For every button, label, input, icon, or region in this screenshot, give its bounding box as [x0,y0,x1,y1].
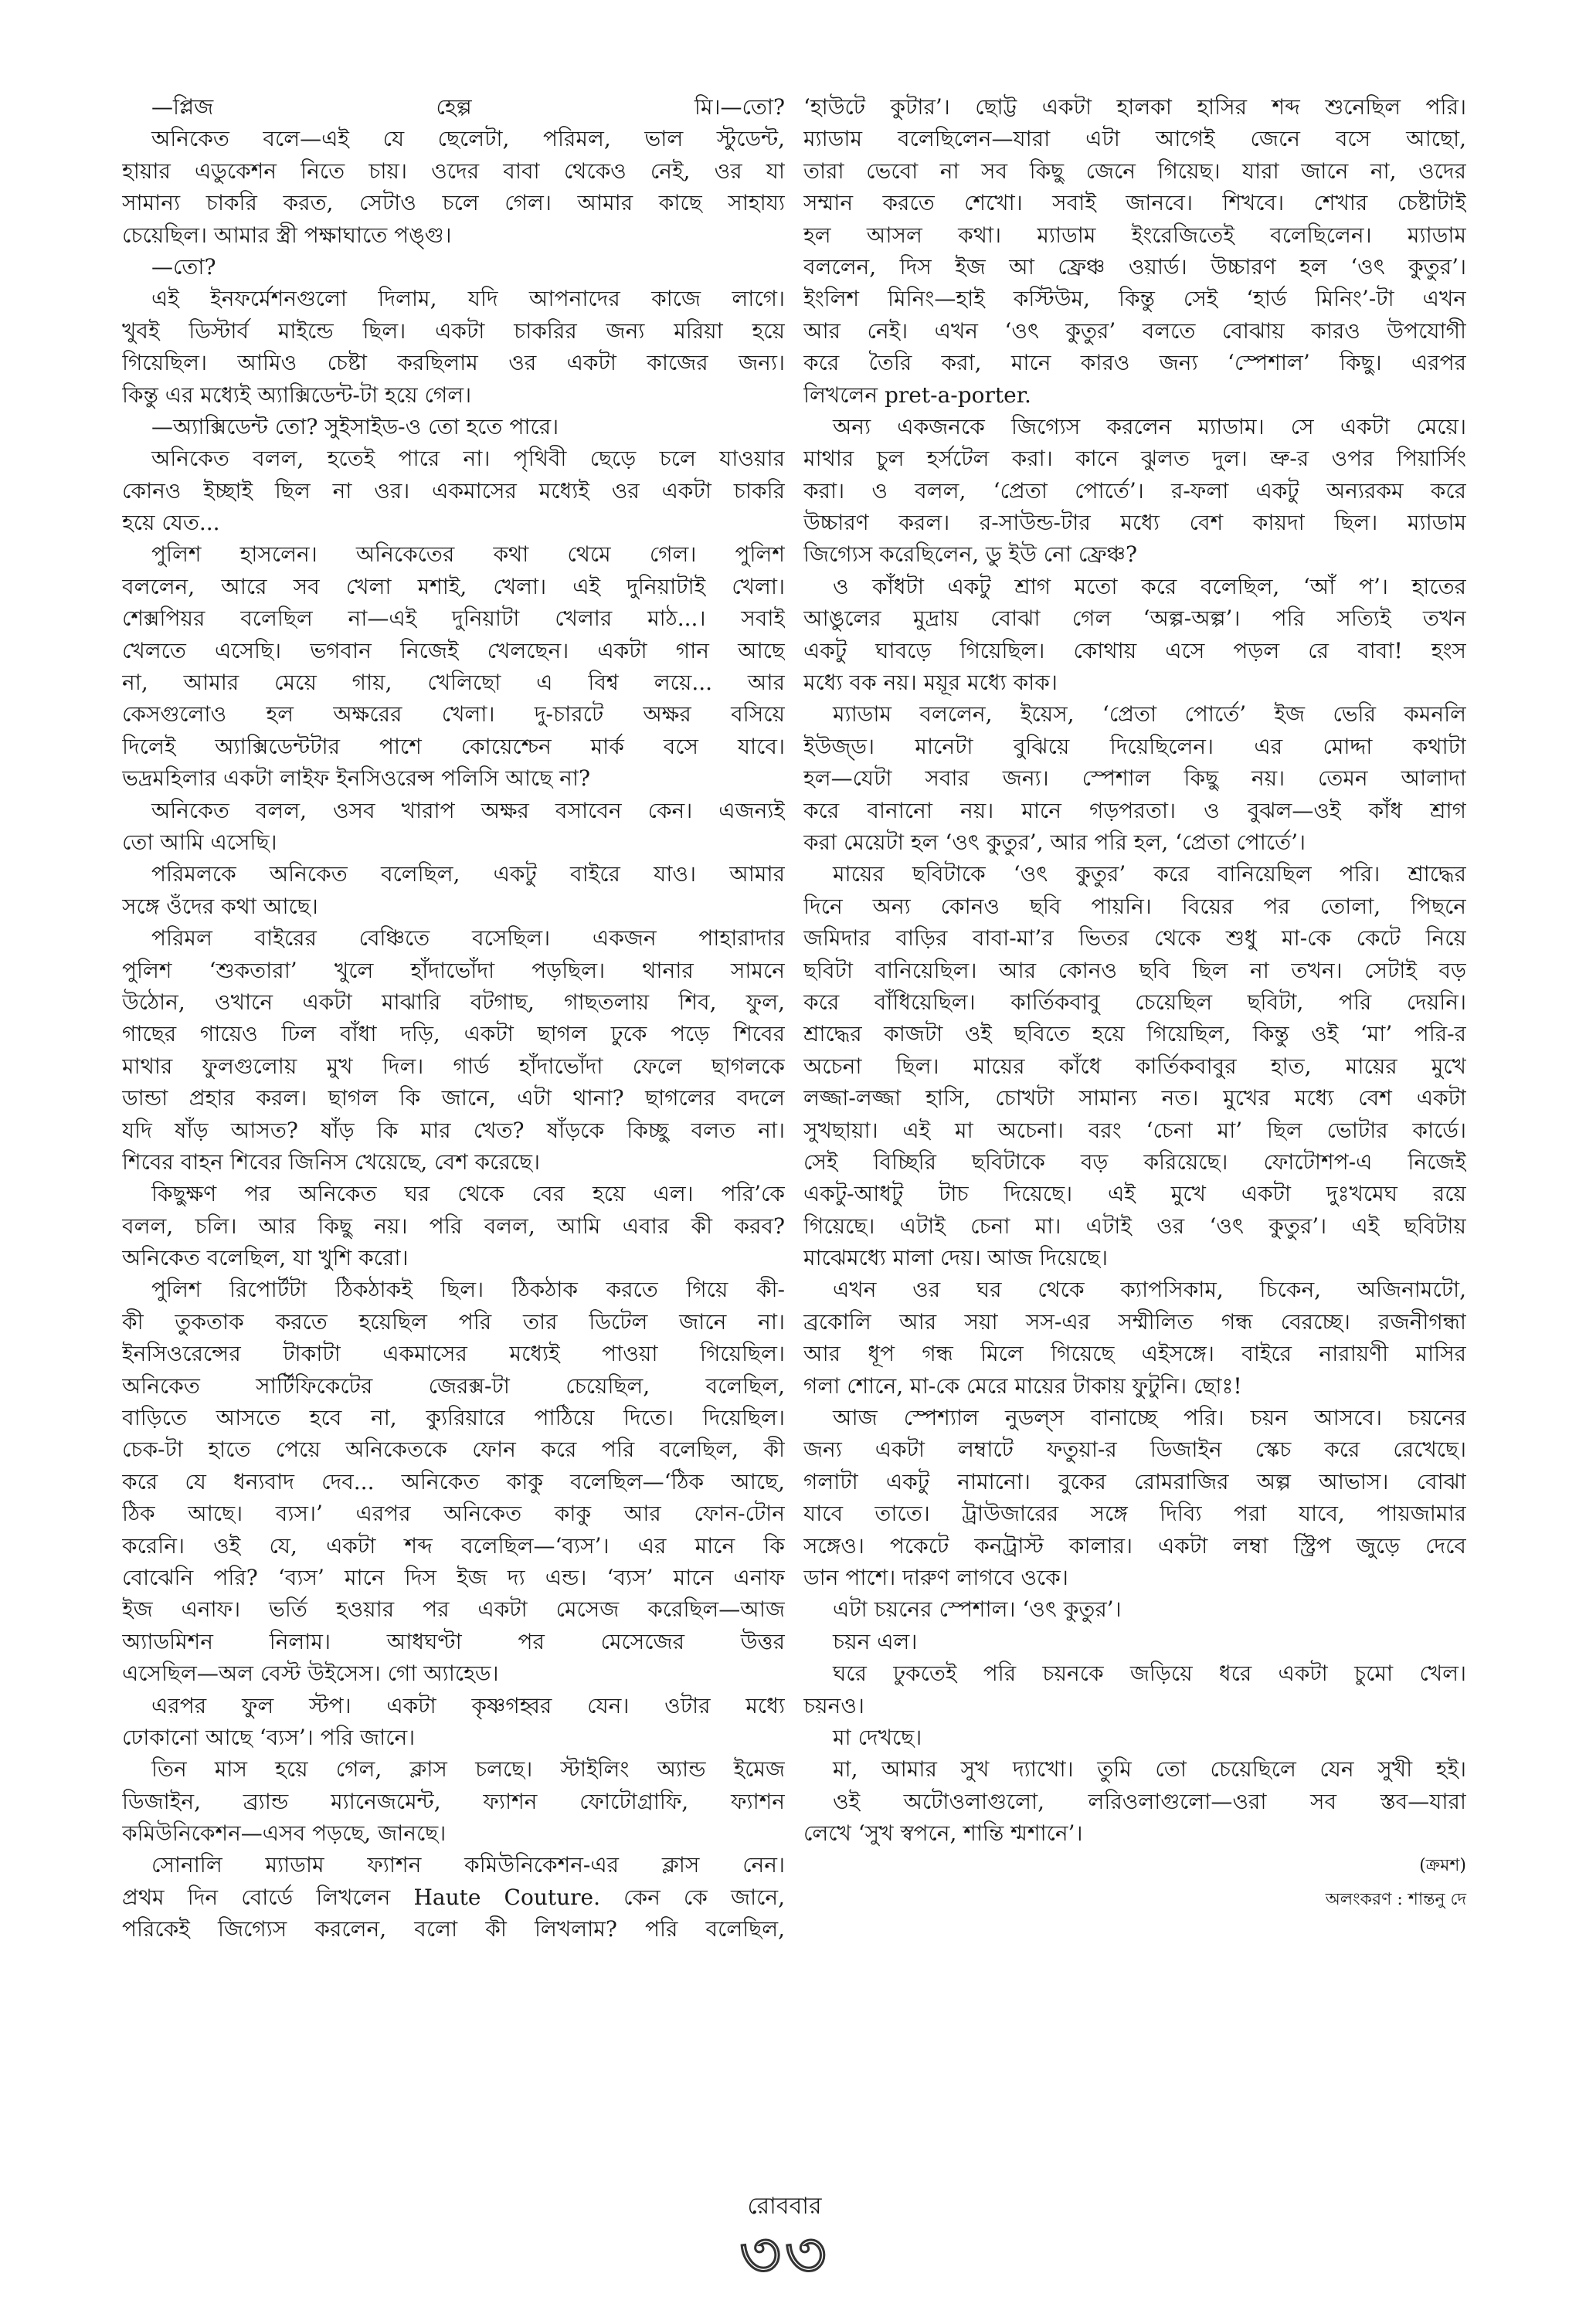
left-column-text-line: কেসগুলোও হল অক্ষরের খেলা। দু-চারটে অক্ষর বসিয়ে [122,701,785,728]
right-column-text-line: ওই অটোওলাগুলো, লরিওলাগুলো—ওরা সব স্তব—যারা [833,1788,1466,1814]
right-column-text-line: গলাটা একটু নামানো। বুকের রোমরাজির অল্প আভাস। বোঝা [803,1468,1466,1494]
right-column-text-line: মধ্যে বক নয়। ময়ূর মধ্যে কাক। [803,670,1058,696]
right-column-text-line: মাঝেমধ্যে মালা দেয়। আজ দিয়েছে। [803,1245,1108,1271]
right-column-text-line: সঙ্গেও। পকেটে কনট্রাস্ট কালার। একটা লম্বা স্ট্রিপ জুড়ে দেবে [803,1532,1466,1559]
right-column-text-line: লিখলেন pret-a-porter. [803,382,1031,408]
right-column-text-line: শ্রাদ্ধের কাজটা ওই ছবিতে হয়ে গিয়েছিল, কিন্তু ওই ‘মা’ পরি-র [803,1021,1466,1047]
right-column-text-line: বললেন, দিস ইজ আ ফ্রেঞ্চ ওয়ার্ড। উচ্চারণ হল ‘ওৎ কুতুর’। [803,253,1466,280]
right-column-text-line: করে বাঁধিয়েছিল। কার্তিকবাবু চেয়েছিল ছবিটা, পরি দেয়নি। [803,989,1466,1015]
left-column-text-line: ঢোকানো আছে ‘ব্যস’। পরি জানে। [122,1724,416,1750]
left-column-text-line: উঠোন, ওখানে একটা মাঝারি বটগাছ, গাছতলায় শিব, ফুল, [122,989,785,1015]
left-column-text-line: অনিকেত বলেছিল, যা খুশি করো। [122,1245,409,1271]
right-column-text-line: লজ্জা-লজ্জা হাসি, চোখটা সামান্য নত। মুখের মধ্যে বেশ একটা [803,1085,1466,1111]
left-column-text-line: করেনি। ওই যে, একটা শব্দ বলেছিল—‘ব্যস’। এর মানে কি [122,1532,785,1559]
left-column-text-line: শিবের বাহন শিবের জিনিস খেয়েছে, বেশ করেছে। [122,1148,541,1175]
left-column-text-line: খেলতে এসেছি। ভগবান নিজেই খেলছেন। একটা গান আছে [122,637,785,663]
left-column-text-line: বললেন, আরে সব খেলা মশাই, খেলা। এই দুনিয়াটাই খেলা। [122,573,785,599]
left-column-text-line: ডিজাইন, ব্র্যান্ড ম্যানেজমেন্ট, ফ্যাশন ফোটোগ্রাফি, ফ্যাশন [122,1788,785,1814]
left-column-text-line: না, আমার মেয়ে গায়, খেলিছো এ বিশ্ব লয়ে... আর [122,670,785,696]
right-column-text-line: ঘরে ঢুকতেই পরি চয়নকে জড়িয়ে ধরে একটা চুমো খেল। [833,1661,1466,1687]
left-column-text-line: গিয়েছিল। আমিও চেষ্টা করছিলাম ওর একটা কাজের জন্য। [122,350,785,376]
left-column-text-line: তিন মাস হয়ে গেল, ক্লাস চলছে। স্টাইলিং অ্যান্ড ইমেজ [151,1756,785,1783]
right-column-text-line: আর ধূপ গন্ধ মিলে গিয়েছে এইসঙ্গে। বাইরে নারায়ণী মাসির [803,1341,1466,1367]
right-column-text-line: সুখছায়া। এই মা অচেনা। বরং ‘চেনা মা’ ছিল ভোটার কার্ডে। [803,1117,1466,1143]
left-column-text-line: চেয়েছিল। আমার স্ত্রী পক্ষাঘাতে পঙ্গু। [122,222,452,248]
left-column-text-line: কিছুক্ষণ পর অনিকেত ঘর থেকে বের হয়ে এল। পরি’কে [151,1181,785,1207]
left-column-text-line: অ্যাডমিশন নিলাম। আধঘণ্টা পর মেসেজের উত্তর [122,1628,785,1654]
left-column-text-line: —তো? [151,253,216,280]
illustration-credit: অলংকরণ : শান্তনু দে [1325,1890,1466,1910]
right-column-text-line: অচেনা ছিল। মায়ের কাঁধে কার্তিকবাবুর হাত, মায়ের মুখে [803,1053,1466,1079]
right-column-text-line: দিনে অন্য কোনও ছবি পায়নি। বিয়ের পর তোলা, পিছনে [803,893,1466,919]
right-column-text-line: করা মেয়েটা হল ‘ওৎ কুতুর’, আর পরি হল, ‘প্রেতা পোর্তে’। [803,829,1306,855]
right-column-text-line: ইউজ্‌ড। মানেটা বুঝিয়ে দিয়েছিলেন। এর মোদ্দা কথাটা [803,733,1466,759]
left-column-text-line: যদি ষাঁড় আসত? ষাঁড় কি মার খেত? ষাঁড়কে কিচ্ছু বলত না। [122,1117,785,1143]
right-column-text-line: একটু ঘাবড়ে গিয়েছিল। কোথায় এসে পড়ল রে বাবা! হংস [803,637,1466,663]
right-column-text-line: অন্য একজনকে জিগ্যেস করলেন ম্যাডাম। সে একটা মেয়ে। [833,413,1466,439]
left-column-text-line: মাথার ফুলগুলোয় মুখ দিল। গার্ড হাঁদাভোঁদা ফেলে ছাগলকে [122,1053,785,1079]
left-column-text-line: হয়ে যেত... [122,510,220,536]
right-column-text-line: ম্যাডাম বললেন, ইয়েস, ‘প্রেতা পোর্তে’ ইজ ভেরি কমনলি [833,701,1466,728]
left-column-text-line: সঙ্গে ওঁদের কথা আছে। [122,893,318,919]
left-column-text-line: পরিমল বাইরের বেঞ্চিতে বসেছিল। একজন পাহারাদার [151,925,785,952]
left-column-text-line: করে যে ধন্যবাদ দেব... অনিকেত কাকু বলেছিল—‘ঠিক আছে, [122,1468,785,1494]
left-column-text-line: পুলিশ রিপোর্টটা ঠিকঠাকই ছিল। ঠিকঠাক করতে গিয়ে কী- [151,1277,785,1303]
right-column-text-line: সেই বিচ্ছিরি ছবিটাকে বড় করিয়েছে। ফোটোশপ-এ নিজেই [803,1148,1466,1175]
left-column-text-line: ভদ্রমহিলার একটা লাইফ ইনসিওরেন্স পলিসি আছে না? [122,765,590,792]
right-column-text-line: আজ স্পেশ্যাল নুডল্‌স বানাচ্ছে পরি। চয়ন আসবে। চয়নের [833,1405,1466,1431]
left-column-text-line: গাছের গায়েও ঢিল বাঁধা দড়ি, একটা ছাগল ঢুকে পড়ে শিবের [122,1021,785,1047]
left-column-text-line: পুলিশ ‘শুকতারা’ খুলে হাঁদাভোঁদা পড়ছিল। থানার সামনে [122,957,785,983]
right-column-text-line: উচ্চারণ করল। র-সাউন্ড-টার মধ্যে বেশ কায়দা ছিল। ম্যাডাম [803,510,1466,536]
right-column-text-line: গিয়েছে। এটাই চেনা মা। এটাই ওর ‘ওৎ কুতুর’। এই ছবিটায় [803,1213,1466,1239]
left-column-text-line: তো আমি এসেছি। [122,829,277,855]
right-column-text-line: ব্রকোলি আর সয়া সস-এর সম্মীলিত গন্ধ বেরচ্ছে। রজনীগন্ধা [803,1308,1466,1335]
right-column-text-line: হল—যেটা সবার জন্য। স্পেশাল কিছু নয়। তেমন আলাদা [803,765,1466,792]
left-column-text-line: অনিকেত বলল, ওসব খারাপ অক্ষর বসাবেন কেন। এজন্যই [151,797,785,823]
right-column-text-line: একটু-আধটু টাচ দিয়েছে। এই মুখে একটা দুঃখমেঘ রয়ে [803,1181,1466,1207]
left-column-text-line: চেক-টা হাতে পেয়ে অনিকেতকে ফোন করে পরি বলেছিল, কী [122,1437,785,1463]
left-column-text-line: শেক্সপিয়র বলেছিল না—এই দুনিয়াটা খেলার মাঠ...। সবাই [122,606,785,632]
left-column-text-line: দিলেই অ্যাক্সিডেন্টটার পাশে কোয়েশ্চেন মার্ক বসে যাবে। [122,733,785,759]
right-text-column [803,91,1466,1917]
left-column-text-line: বলল, চলি। আর কিছু নয়। পরি বলল, আমি এবার কী করব? [122,1213,785,1239]
left-column-text-line: পুলিশ হাসলেন। অনিকেতের কথা থেমে গেল। পুলিশ [151,541,785,568]
left-column-text-line: সোনালি ম্যাডাম ফ্যাশন কমিউনিকেশন-এর ক্লাস নেন। [151,1852,785,1878]
left-column-text-line: খুবই ডিস্টার্ব মাইন্ডে ছিল। একটা চাকরির জন্য মরিয়া হয়ে [122,317,785,344]
right-column-text-line: ডান পাশে। দারুণ লাগবে ওকে। [803,1564,1068,1590]
right-column-text-line: মা দেখছে। [833,1724,922,1750]
left-column-text-line: কমিউনিকেশন—এসব পড়ছে, জানছে। [122,1820,447,1847]
left-column-text-line: ডান্ডা প্রহার করল। ছাগল কি জানে, এটা থানা? ছাগলের বদলে [122,1085,785,1111]
right-column-text-line: যাবে তাতে। ট্রাউজারের সঙ্গে দিব্যি পরা যাবে, পায়জামার [803,1501,1466,1527]
right-column-text-line: আর নেই। এখন ‘ওৎ কুতুর’ বলতে বোঝায় কারও উপযোগী [803,317,1466,344]
right-column-text-line: লেখে ‘সুখ স্বপনে, শান্তি শ্মশানে’। [803,1820,1083,1847]
right-column-text-line: ও কাঁধটা একটু শ্রাগ মতো করে বলেছিল, ‘আঁ প’। হাতের [833,573,1466,599]
left-column-text-line: সামান্য চাকরি করত, সেটাও চলে গেল। আমার কাছে সাহায্য [122,190,785,216]
right-column-text-line: মায়ের ছবিটাকে ‘ওৎ কুতুর’ করে বানিয়েছিল পরি। শ্রাদ্ধের [833,861,1466,887]
right-column-text-line: জিগ্যেস করেছিলেন, ডু ইউ নো ফ্রেঞ্চ? [803,541,1138,568]
left-column-text-line: অনিকেত বলল, হতেই পারে না। পৃথিবী ছেড়ে চলে যাওয়ার [151,446,785,472]
right-column-text-line: গলা শোনে, মা-কে মেরে মায়ের টাকায় ফুটুনি। ছোঃ! [803,1372,1242,1399]
left-column-text-line: প্রথম দিন বোর্ডে লিখলেন Haute Couture. কেন কে জানে, [122,1884,785,1910]
left-column-text-line: হায়ার এডুকেশন নিতে চায়। ওদের বাবা থেকেও নেই, ওর যা [122,158,785,184]
right-column-text-line: তারা ভেবো না সব কিছু জেনে গিয়েছ। যারা জানে না, ওদের [803,158,1466,184]
left-column-text-line: কী তুকতাক করতে হয়েছিল পরি তার ডিটেল জানে না। [122,1308,785,1335]
right-column-text-line: সম্মান করতে শেখো। সবাই জানবে। শিখবে। শেখার চেষ্টাটাই [803,190,1466,216]
left-column-text-line: অনিকেত বলে—এই যে ছেলেটা, পরিমল, ভাল স্টুডেন্ট, [151,126,785,152]
right-column-text-line: জন্য একটা লম্বাটে ফতুয়া-র ডিজাইন স্কেচ করে রেখেছে। [803,1437,1466,1463]
left-column-text-line: ঠিক আছে। ব্যস।’ এরপর অনিকেত কাকু আর ফোন-টোন [122,1501,785,1527]
page-number: ৩৩ [739,2217,830,2292]
left-column-text-line: পরিকেই জিগ্যেস করলেন, বলো কী লিখলাম? পরি বলেছিল, [122,1916,785,1942]
right-column-text-line: জমিদার বাড়ির বাবা-মা’র ভিতর থেকে শুধু মা-কে কেটে নিয়ে [803,925,1466,952]
left-column-text-line: বোঝেনি পরি? ‘ব্যস’ মানে দিস ইজ দ্য এন্ড। ‘ব্যস’ মানে এনাফ [122,1564,785,1590]
right-column-text-line: ‘হাউটে কুটার’। ছোট্ট একটা হালকা হাসির শব্দ শুনেছিল পরি। [803,94,1466,120]
right-column-text-line: ম্যাডাম বলেছিলেন—যারা এটা আগেই জেনে বসে আছো, [803,126,1466,152]
left-column-text-line: কোনও ইচ্ছাই ছিল না ওর। একমাসের মধ্যেই ওর একটা চাকরি [122,477,785,504]
right-column-text-line: ছবিটা বানিয়েছিল। আর কোনও ছবি ছিল না তখন। সেটাই বড় [803,957,1466,983]
left-column-text-line: এরপর ফুল স্টপ। একটা কৃষ্ণগহ্বর যেন। ওটার মধ্যে [151,1692,785,1718]
right-column-text-line: আঙুলের মুদ্রায় বোঝা গেল ‘অল্প-অল্প’। পরি সত্যিই তখন [803,606,1466,632]
right-column-text-line: মা, আমার সুখ দ্যাখো। তুমি তো চেয়েছিলে যেন সুখী হই। [833,1756,1466,1783]
left-column-text-line: এই ইনফর্মেশনগুলো দিলাম, যদি আপনাদের কাজে লাগে। [151,286,785,312]
right-column-text-line: এখন ওর ঘর থেকে ক্যাপসিকাম, চিকেন, অজিনামটো, [833,1277,1466,1303]
left-column-text-line: কিন্তু এর মধ্যেই অ্যাক্সিডেন্ট-টা হয়ে গেল। [122,382,472,408]
right-column-text-line: মাথার চুল হর্সটেল করা। কানে ঝুলত দুল। ভ্রু-র ওপর পিয়ার্সিং [803,446,1466,472]
to-be-continued-note: (ক্রমশ) [1419,1856,1466,1876]
left-column-text-line: ইনসিওরেন্সের টাকাটা একমাসের মধ্যেই পাওয়া গিয়েছিল। [122,1341,785,1367]
right-column-text-line: এটা চয়নের স্পেশাল। ‘ওৎ কুতুর’। [833,1596,1122,1623]
right-column-text-line: হল আসল কথা। ম্যাডাম ইংরেজিতেই বলেছিলেন। ম্যাডাম [803,222,1466,248]
right-column-text-line: করা। ও বলল, ‘প্রেতা পোর্তে’। র-ফলা একটু অন্যরকম করে [803,477,1466,504]
left-column-text-line: এসেছিল—অল বেস্ট উইসেস। গো অ্যাহেড। [122,1661,499,1687]
magazine-name: রোববার [747,2193,822,2220]
left-text-column [122,91,785,1946]
right-column-text-line: করে তৈরি করা, মানে কারও জন্য ‘স্পেশাল’ কিছু। এরপর [803,350,1466,376]
right-column-text-line: চয়ন এল। [833,1628,918,1654]
right-column-text-line: করে বানানো নয়। মানে গড়পরতা। ও বুঝল—ওই কাঁধ শ্রাগ [803,797,1466,823]
left-column-text-line: অনিকেত সার্টিফিকেটের জেরক্স-টা চেয়েছিল, বলেছিল, [122,1372,785,1399]
left-column-text-line: ইজ এনাফ। ভর্তি হওয়ার পর একটা মেসেজ করেছিল—আজ [122,1596,785,1623]
left-column-text-line: —প্লিজ হেল্প মি।—তো? [151,94,785,120]
right-column-text-line: ইংলিশ মিনিং—হাই কস্টিউম, কিন্তু সেই ‘হার্ড মিনিং’-টা এখন [803,286,1466,312]
right-column-lines [803,91,1466,1849]
right-column-text-line: চয়নও। [803,1692,864,1718]
left-column-text-line: —অ্যাক্সিডেন্ট তো? সুইসাইড-ও তো হতে পারে। [151,413,559,439]
left-column-text-line: বাড়িতে আসতে হবে না, ক্যুরিয়ারে পাঠিয়ে দিতে। দিয়েছিল। [122,1405,785,1431]
left-column-text-line: পরিমলকে অনিকেত বলেছিল, একটু বাইরে যাও। আমার [151,861,785,887]
